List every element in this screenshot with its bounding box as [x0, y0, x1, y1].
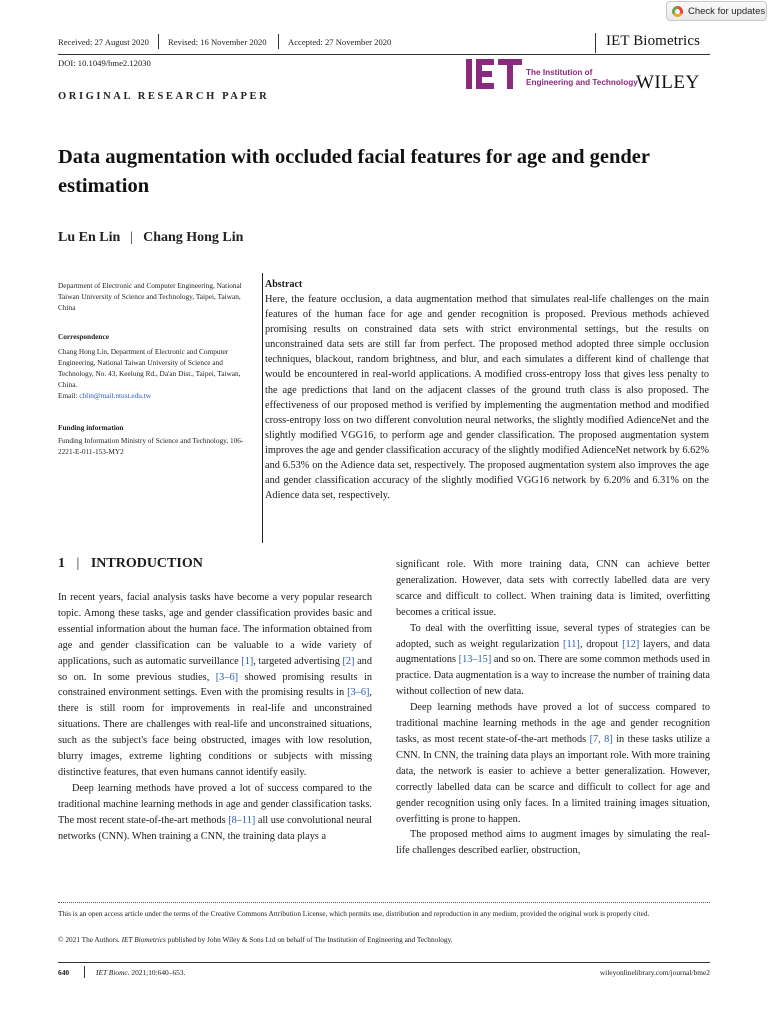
paragraph-text: in these tasks utilize a CNN. In CNN, the training data plays an important role. With more training data, the network is easier to achieve a better generalization. However, correctly labelled data can be scarce and difficult to collect for age and gender recognition using only faces. In a limited training images situation, overfitting is prone to happen. [396, 733, 710, 825]
paragraph-text: , dropout [579, 638, 623, 650]
footer-rule [58, 962, 710, 963]
section-heading [58, 556, 203, 572]
citation-link[interactable]: [8–11] [228, 814, 256, 826]
paragraph-text: and so on. There are some common methods used in practice. Data augmentation is a way to increase the number of training data without collection of new data. [396, 654, 710, 698]
header-rule [58, 54, 710, 55]
iet-logo [466, 59, 522, 89]
correspondence-text [58, 346, 248, 401]
funding-heading: Funding information [58, 423, 124, 432]
author-list [58, 230, 243, 246]
paper-title: Data augmentation with occluded facial features for age and gender estimation [58, 146, 650, 197]
section-number: 1 [58, 556, 65, 571]
paper-type: ORIGINAL RESEARCH PAPER [58, 91, 270, 102]
accepted-date: Accepted: 27 November 2020 [288, 37, 392, 47]
citation-link[interactable]: [2] [342, 655, 355, 667]
paragraph [58, 781, 372, 845]
paragraph [58, 590, 372, 781]
citation-volume: 2021;10:640–653. [129, 968, 186, 977]
paragraph-text: all use convolutional neural networks (CNN). When training a CNN, the training data plays a [58, 814, 373, 842]
copyright-prefix: © 2021 The Authors. [58, 935, 122, 944]
copyright-journal: IET Biometrics [121, 935, 166, 944]
author-name[interactable]: Lu En Lin [58, 230, 121, 245]
header-divider [278, 34, 279, 49]
paragraph [396, 621, 710, 701]
citation-link[interactable]: [12] [622, 638, 640, 650]
citation-link[interactable]: [3–6] [347, 687, 370, 699]
section-title: INTRODUCTION [90, 556, 203, 571]
citation-link[interactable]: [11] [563, 638, 580, 650]
header-divider [595, 33, 596, 53]
doi[interactable]: DOI: 10.1049/bme2.12030 [58, 58, 151, 68]
paragraph [396, 557, 710, 621]
journal-url[interactable]: wileyonlinelibrary.com/journal/bme2 [599, 968, 710, 977]
paragraph-text: In recent years, facial analysis tasks have become a very popular research topic. Among these tasks, age and gender classification provides basic and essential information about the human face. The information obtained from age and gender classification can be valuable to a wide variety of applications, such as automatic surveillance [58, 592, 372, 667]
license-text: This is an open access article under the terms of the Creative Commons Attribution License, which permits use, distribution and reproduction in any medium, provided the original work is properly cited. [58, 909, 650, 918]
correspondence-heading: Correspondence [58, 332, 109, 341]
wiley-logo: WILEY [636, 72, 700, 93]
paragraph-text: To deal with the overfitting issue, several types of strategies can be adopted, such as weight regularization [396, 622, 710, 650]
author-separator: | [130, 230, 134, 245]
check-for-updates-button[interactable] [666, 1, 767, 21]
copyright-suffix: published by John Wiley & Sons Ltd on behalf of The Institution of Engineering and Technology. [165, 935, 453, 944]
citation-journal: IET Biomc. [96, 968, 130, 977]
iet-institution-name [526, 68, 638, 87]
paragraph-text: , targeted advertising [253, 655, 343, 667]
page-number: 640 [58, 968, 70, 977]
citation-link[interactable]: [13–15] [458, 654, 492, 666]
body-column-left [58, 590, 372, 845]
revised-date: Revised: 16 November 2020 [168, 37, 267, 47]
email-link[interactable]: chlin@mail.ntust.edu.tw [79, 391, 152, 400]
email-label: Email: [58, 391, 80, 400]
affiliation: Department of Electronic and Computer Engineering, National Taiwan University of Science and Technology, Taipei, Taiwan, China [58, 281, 242, 312]
journal-name: IET Biometrics [606, 33, 701, 49]
iet-line-2: Engineering and Technology [526, 77, 638, 87]
abstract-heading: Abstract [265, 279, 303, 290]
section-separator: | [76, 556, 80, 571]
paragraph-text: and so on. In some previous studies, [58, 655, 372, 683]
correspondence-address: Chang Hong Lin, Department of Electronic and Computer Engineering, National Taiwan University of Science and Technology, No. 43, Keelung Rd., Da'an Dist., Taipei, Taiwan, China. [58, 347, 241, 389]
paragraph [396, 700, 710, 827]
paragraph-text: The proposed method aims to augment images by simulating the real-life challenges described earlier, obstruction, [396, 829, 710, 857]
paragraph-text: showed promising results in constrained environment settings. Even with the promising results in [58, 671, 372, 699]
paragraph-text: Deep learning methods have proved a lot of success compared to traditional machine learning methods in the age and gender recognition tasks, as most recent state-of-the-art methods [396, 702, 710, 745]
citation [96, 968, 185, 977]
copyright-text [58, 935, 453, 944]
crossmark-icon [672, 6, 683, 17]
funding-text: Funding Information Ministry of Science and Technology, 106-2221-E-011-153-MY2 [58, 436, 244, 456]
footer-divider [84, 966, 85, 978]
paragraph-text: Deep learning methods have proved a lot of success compared to the traditional machine learning methods in age and gender classification tasks. The most recent state-of-the-art methods [58, 782, 372, 826]
check-for-updates-label: Check for updates [688, 5, 766, 17]
citation-link[interactable]: [7, 8] [589, 733, 613, 745]
citation-link[interactable]: [3–6] [215, 671, 239, 683]
header-divider [158, 34, 159, 49]
body-column-right [396, 557, 710, 859]
paragraph-text: layers, and data augmentations [396, 638, 710, 666]
abstract-text: Here, the feature occlusion, a data augmentation method that simulates real-life challenges on the main features of the human face for age and gender recognition is proposed. Previous methods achieved promising results on constrained data sets with strict environmental settings, but the results on unconstrained data sets are still far from perfect. The proposed method adopted three simple occlusion techniques, blackout, random brightness, and blur, and each simulates a different kind of challenge that would be encountered in real-world applications. A modified cross-entropy loss that gives less penalty to the age predictions that land on the adjacent classes of the ground truth class is also proposed. The effectiveness of our proposed method is verified by implementing the augmentation method and modified cross-entropy loss on two different convolution neural networks, the slightly modified AdienceNet and the slightly modified VGG16, to perform age and gender classification. The proposed augmentation system improves the age and gender classification accuracy of the slightly modified AdienceNet network by 6.62% and 6.53% on the Adience data set, respectively. The proposed augmentation system also improves the age and gender classification accuracy of the slightly modified VGG16 network by 6.20% and 6.31% on the Adience data set, respectively. [265, 294, 709, 502]
abstract-rule [262, 273, 263, 543]
iet-line-1: The Institution of [526, 68, 593, 77]
paragraph-text: , there is still room for improvements in real-life and unconstrained situations. There are challenges with real-life and unconstrained situations, such as the subject's face being obstructed, images with low resolution, blurry images, extreme lighting conditions or subjects with missing distinctive features, that even humans cannot identify easily. [58, 687, 372, 778]
paragraph [396, 827, 710, 859]
author-name[interactable]: Chang Hong Lin [143, 230, 244, 245]
received-date: Received: 27 August 2020 [58, 37, 149, 47]
footnote-divider [58, 902, 710, 903]
citation-link[interactable]: [1] [241, 655, 254, 667]
paragraph-text: significant role. With more training data, CNN can achieve better generalization. However, data sets with correctly labelled data are very scarce and difficult to collect. When training data is limited, overfitting becomes a critical issue. [396, 559, 710, 618]
